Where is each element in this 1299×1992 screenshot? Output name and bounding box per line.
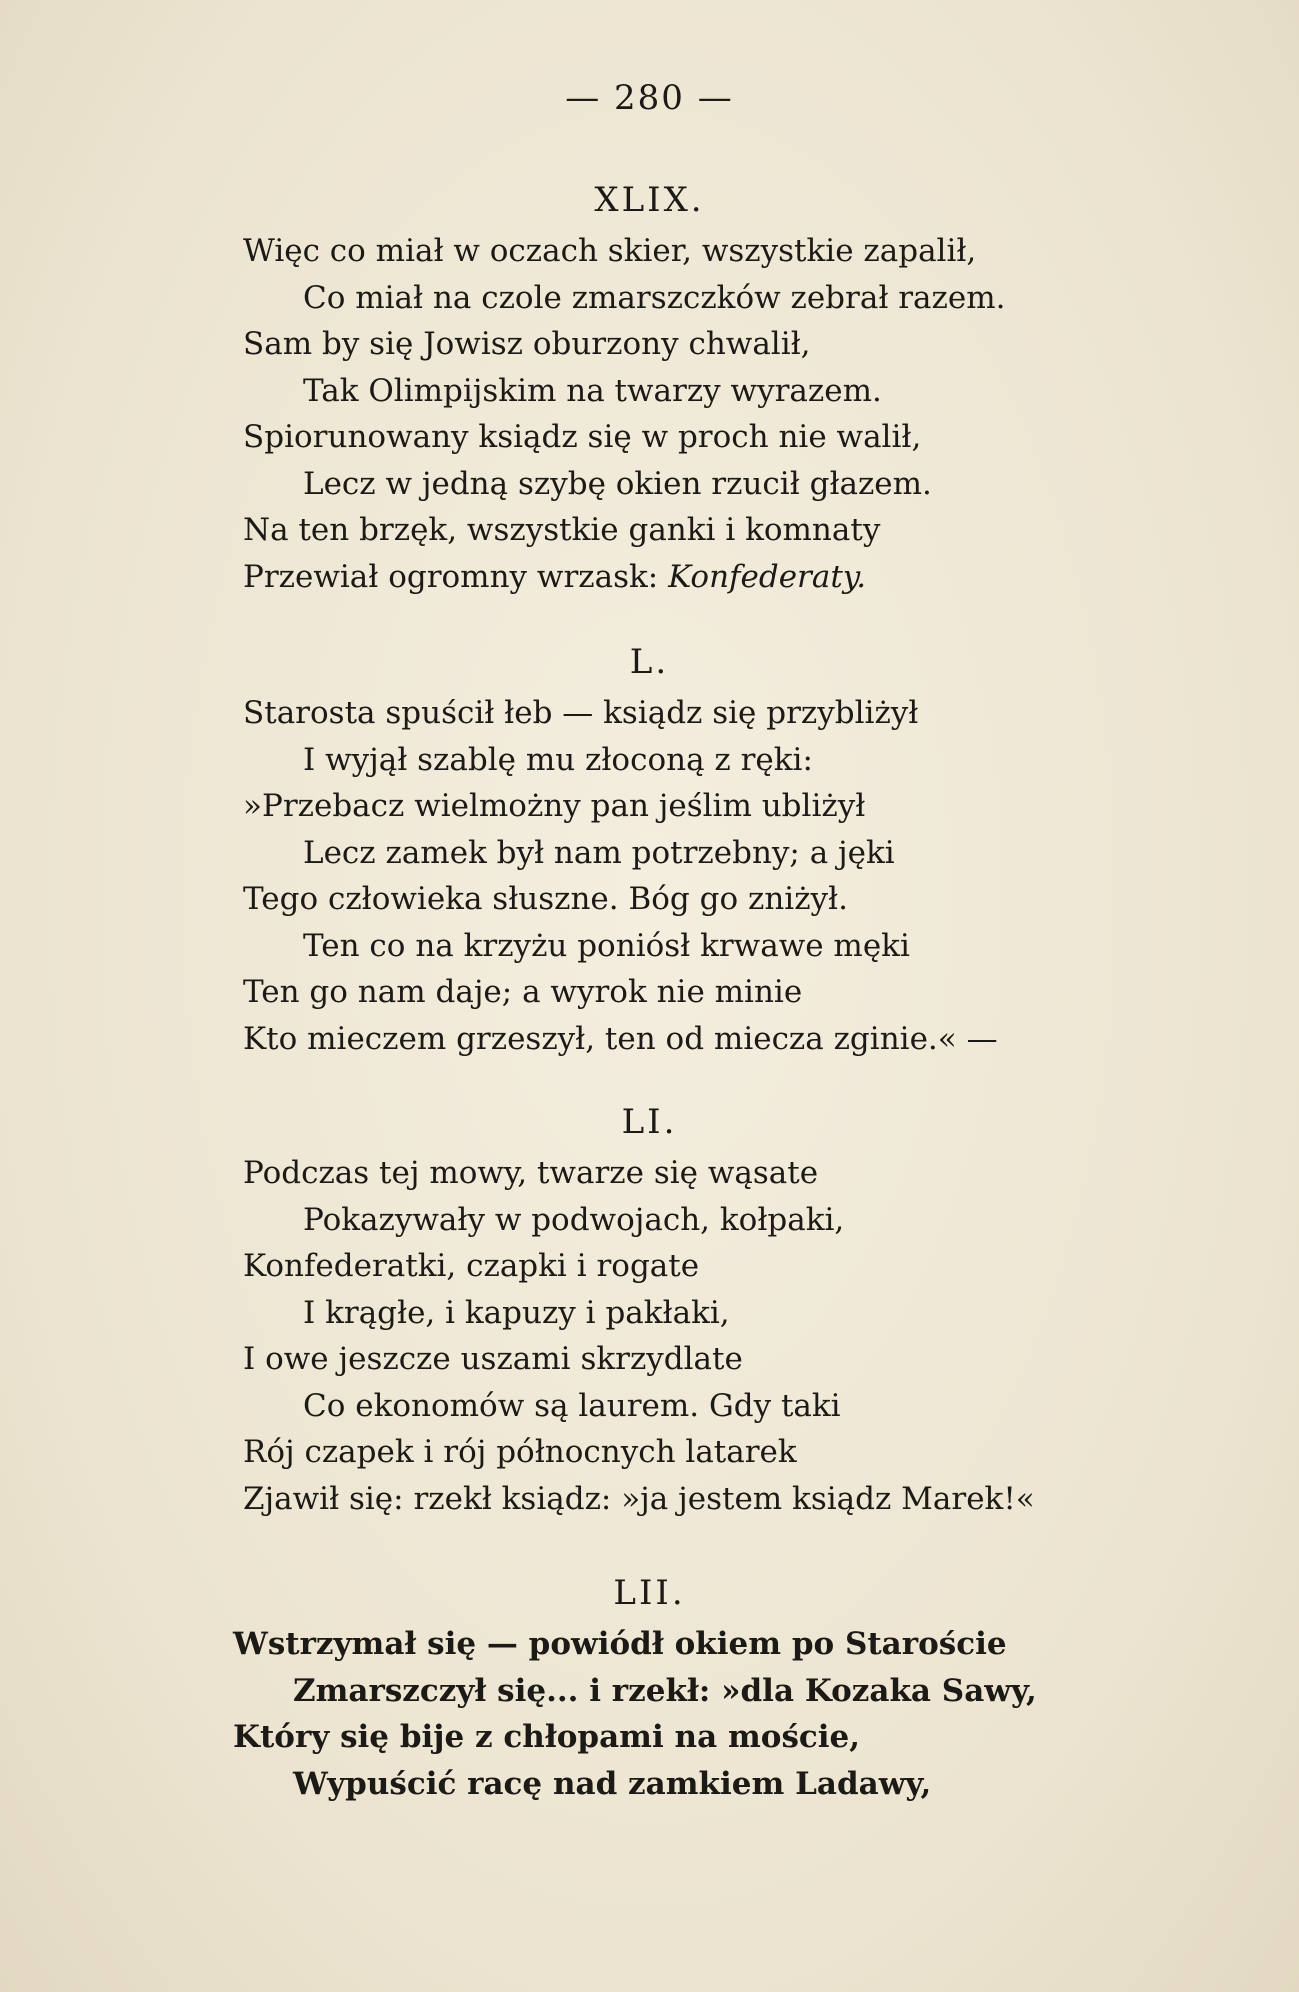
stanza-title: XLIX. <box>594 180 705 220</box>
verse-line: Co miał na czole zmarszczków zebrał razem. <box>303 279 1006 316</box>
verse-line: Ten co na krzyżu poniósł krwawe męki <box>303 927 910 964</box>
stanza-title: LI. <box>621 1102 678 1142</box>
verse-line: Lecz zamek był nam potrzebny; a jęki <box>303 834 895 871</box>
verse-line: Rój czapek i rój północnych latarek <box>243 1434 797 1470</box>
verse-line: Pokazywały w podwojach, kołpaki, <box>303 1201 845 1238</box>
stanza-xlix <box>0 172 1299 600</box>
verse-line: Więc co miał w oczach skier, wszystkie zapalił, <box>243 233 977 269</box>
verse-line: I owe jeszcze uszami skrzydlate <box>243 1341 743 1377</box>
verse-line: Konfederatki, czapki i rogate <box>243 1248 700 1284</box>
verse-line: I krągłe, i kapuzy i pakłaki, <box>303 1294 730 1331</box>
verse-line-last <box>0 554 1299 601</box>
verse-line: Ten go nam daje; a wyrok nie minie <box>243 974 803 1010</box>
stanza-l <box>0 634 1299 1062</box>
verse-line: Kto mieczem grzeszył, ten od miecza zginie.« — <box>243 1020 998 1057</box>
page-number: — 280 — <box>565 78 734 118</box>
stanza-li <box>0 1094 1299 1522</box>
verse-line: Wstrzymał się — powiódł okiem po Staroście <box>233 1626 1007 1662</box>
verse-line: Który się bije z chłopami na moście, <box>233 1719 861 1755</box>
verse-line: Starosta spuścił łeb — ksiądz się przybliżył <box>243 695 919 731</box>
verse-line: Co ekonomów są laurem. Gdy taki <box>303 1387 841 1424</box>
verse-line: Zjawił się: rzekł ksiądz: »ja jestem ksiądz Marek!« <box>243 1480 1035 1517</box>
verse-line: I wyjął szablę mu złoconą z ręki: <box>303 741 813 778</box>
verse-line: »Przebacz wielmożny pan jeślim ubliżył <box>243 788 866 824</box>
verse-line: Sam by się Jowisz oburzony chwalił, <box>243 326 811 362</box>
verse-line: Zmarszczył się... i rzekł: »dla Kozaka Sawy, <box>293 1672 1037 1709</box>
verse-line: Wypuścić racę nad zamkiem Ladawy, <box>293 1765 932 1802</box>
verse-line: Na ten brzęk, wszystkie ganki i komnaty <box>243 512 881 548</box>
verse-line: Lecz w jedną szybę okien rzucił głazem. <box>303 465 932 502</box>
verse-line: Spiorunowany ksiądz się w proch nie walił, <box>243 419 922 455</box>
verse-line: Tego człowieka słuszne. Bóg go zniżył. <box>243 881 848 917</box>
italic-word: Konfederaty. <box>668 558 867 595</box>
verse-line: Podczas tej mowy, twarze się wąsate <box>243 1155 819 1191</box>
verse-text: Przewiał ogromny wrzask: <box>243 558 669 595</box>
stanza-title: L. <box>629 642 670 682</box>
stanza-lii <box>0 1565 1299 1807</box>
stanza-title: LII. <box>613 1573 686 1613</box>
verse-line: Tak Olimpijskim na twarzy wyrazem. <box>303 372 882 409</box>
